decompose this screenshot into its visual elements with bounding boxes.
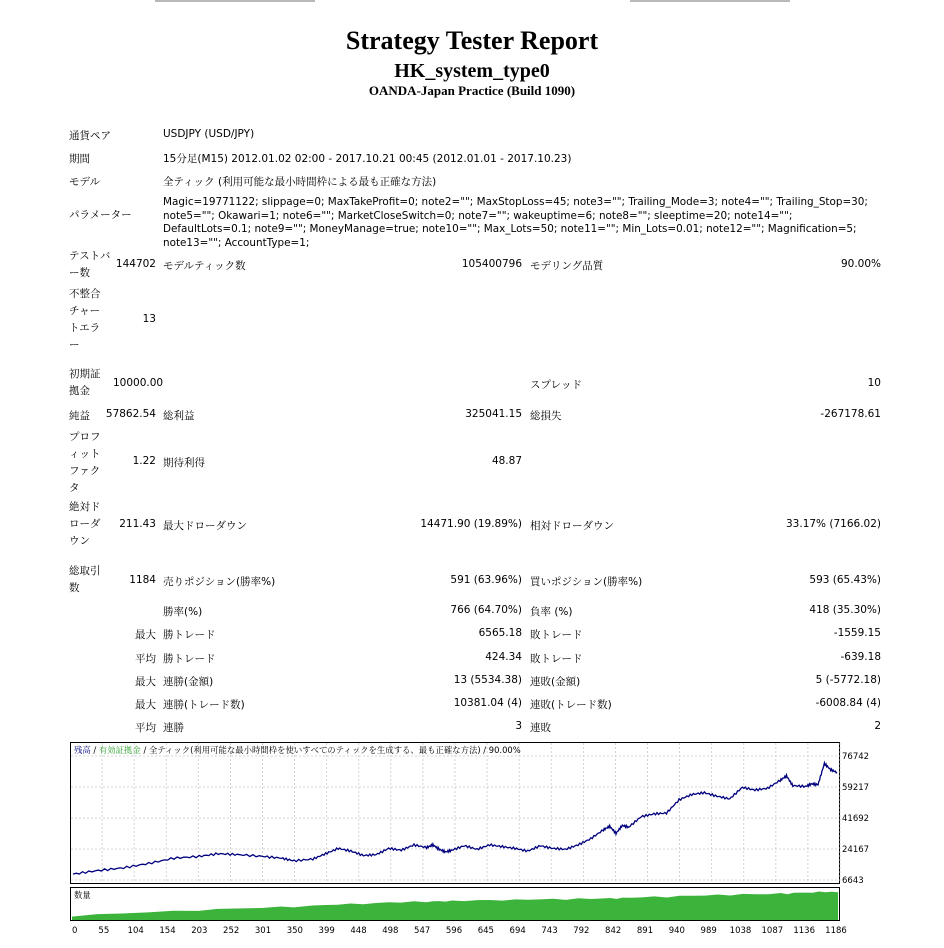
legend-separator: / — [480, 745, 489, 755]
x-tick-label: 743 — [541, 926, 558, 936]
legend-quality: 90.00% — [488, 745, 521, 755]
largest-loss-label: 敗トレード — [530, 629, 583, 641]
top-divider — [630, 0, 790, 2]
legend-separator: / — [90, 745, 99, 755]
y-tick-label: 6643 — [842, 876, 864, 886]
x-tick-label: 596 — [445, 926, 463, 936]
legend-model: 全ティック(利用可能な最小時間枠を使いすべてのティックを生成する、最も正確な方法) — [148, 745, 481, 755]
expected-payoff-value: 48.87 — [491, 455, 522, 467]
spread-value: 10 — [867, 377, 881, 389]
top-divider — [155, 0, 315, 2]
total-trades-label: 総取引数 — [69, 565, 101, 594]
long-positions-label: 買いポジション(勝率%) — [530, 576, 643, 588]
largest-label: 最大 — [135, 629, 156, 641]
max-consecutive-losses-label: 連敗(金額) — [530, 676, 581, 688]
x-tick-label: 1038 — [729, 926, 752, 936]
net-profit-value: 57862.54 — [105, 408, 156, 420]
relative-drawdown-value: 33.17% (7166.02) — [786, 518, 881, 530]
quality-value: 90.00% — [840, 258, 881, 270]
gross-profit-value: 325041.15 — [465, 408, 522, 420]
model-value: 全ティック (利用可能な最小時間枠による最も正確な方法) — [163, 176, 437, 188]
max-consecutive-losses-value: 5 (-5772.18) — [815, 674, 881, 686]
x-tick-label: 498 — [382, 926, 399, 936]
avg-consecutive-losses-label: 連敗 — [530, 722, 551, 734]
expert-name: HK_system_type0 — [394, 60, 550, 82]
lots-label: 数量 — [74, 890, 91, 900]
short-positions-value: 591 (63.96%) — [450, 574, 522, 586]
x-tick-label: 1186 — [825, 926, 847, 936]
x-tick-label: 55 — [98, 926, 110, 936]
absolute-drawdown-label: 絶対ドローダウン — [69, 501, 101, 547]
largest-loss-value: -1559.15 — [833, 627, 881, 639]
mismatch-label: 不整合チャートエラー — [69, 288, 101, 351]
average-profit-value: 424.34 — [485, 651, 522, 663]
y-tick-label: 59217 — [842, 783, 870, 793]
symbol-label: 通貨ペア — [69, 130, 111, 142]
spread-label: スプレッド — [530, 379, 582, 391]
parameters-value: Magic=19771122; slippage=0; MaxTakeProfit=0; note2=""; MaxStopLoss=45; note3=""; Trailing_Mode=3; note4=""; Trailing_Stop=30; note5=""; Okawari=1; note6=""; MarketCloseSwitch=0; note7=""; wakeuptime=6; note8=""; sleeptime=20; note14=""; DefaultLots=0.1; note9=""; MoneyManage=true; note10=""; Max_Lots=50; note11=""; Min_Lots=0.01; note12=""; Magnification=5; note13=""; AccountType=1; — [163, 196, 868, 249]
x-axis — [66, 922, 846, 938]
x-tick-label: 694 — [509, 926, 526, 936]
max-consecutive-profit-value: 10381.04 (4) — [453, 697, 522, 709]
model-label: モデル — [69, 176, 100, 188]
legend-equity: 有効証拠金 — [98, 745, 141, 755]
svg-text:残高 / 有効証拠金 / 全ティック(利用可能な最小時間枠を — [74, 745, 521, 755]
profit-factor-value: 1.22 — [132, 455, 156, 467]
quality-label: モデリング品質 — [530, 260, 604, 272]
max-consecutive-loss-label: 連敗(トレード数) — [530, 699, 612, 711]
ticks-label: モデルティック数 — [163, 260, 246, 272]
x-tick-label: 252 — [223, 926, 240, 936]
avg-consecutive-losses-value: 2 — [874, 720, 881, 732]
long-positions-value: 593 (65.43%) — [809, 574, 881, 586]
balance-chart — [70, 742, 870, 922]
avg-consecutive-wins-label: 連勝 — [163, 722, 184, 734]
y-tick-label: 24167 — [842, 845, 870, 855]
x-tick-label: 645 — [477, 926, 494, 936]
x-tick-label: 301 — [254, 926, 272, 936]
report-title: Strategy Tester Report — [345, 26, 599, 55]
average-consecutive-label: 平均 — [135, 722, 156, 734]
gross-loss-label: 総損失 — [530, 410, 562, 422]
average-label: 平均 — [135, 653, 156, 665]
mismatch-value: 13 — [142, 313, 156, 325]
avg-consecutive-wins-value: 3 — [515, 720, 522, 732]
x-tick-label: 0 — [72, 926, 78, 936]
legend-balance: 残高 — [74, 745, 91, 755]
average-loss-value: -639.18 — [840, 651, 881, 663]
profit-trades-label: 勝率(%) — [163, 606, 203, 618]
max-consecutive-loss-value: -6008.84 (4) — [815, 697, 881, 709]
x-tick-label: 792 — [573, 926, 590, 936]
legend-separator: / — [140, 745, 149, 755]
period-label: 期間 — [69, 153, 90, 165]
period-value: 15分足(M15) 2012.01.02 02:00 - 2017.10.21 00:45 (2012.01.01 - 2017.10.23) — [163, 153, 572, 165]
bars-label: テストバー数 — [69, 250, 111, 279]
x-tick-label: 940 — [668, 926, 685, 936]
largest-profit-label: 勝トレード — [163, 629, 216, 641]
x-tick-label: 842 — [605, 926, 622, 936]
parameters-label: パラメーター — [69, 209, 132, 221]
gross-profit-label: 総利益 — [163, 410, 195, 422]
absolute-drawdown-value: 211.43 — [119, 518, 156, 530]
deposit-value: 10000.00 — [113, 377, 164, 389]
gross-loss-value: -267178.61 — [820, 408, 881, 420]
x-tick-label: 891 — [636, 926, 654, 936]
net-profit-label: 純益 — [69, 410, 90, 422]
deposit-label: 初期証拠金 — [69, 368, 101, 397]
loss-trades-label: 負率 (%) — [530, 606, 573, 618]
maximal-label: 最大 — [135, 699, 156, 711]
y-tick-label: 41692 — [842, 814, 870, 824]
maximal-drawdown-value: 14471.90 (19.89%) — [420, 518, 522, 530]
x-tick-label: 399 — [318, 926, 335, 936]
x-tick-label: 547 — [414, 926, 431, 936]
average-profit-label: 勝トレード — [163, 653, 216, 665]
max-consecutive-wins-value: 13 (5534.38) — [453, 674, 522, 686]
max-consecutive-profit-label: 連勝(トレード数) — [163, 699, 245, 711]
expected-payoff-label: 期待利得 — [163, 457, 205, 469]
ticks-value: 105400796 — [461, 258, 522, 270]
x-tick-label: 1136 — [793, 926, 815, 936]
x-tick-label: 1087 — [761, 926, 784, 936]
server-name: OANDA-Japan Practice (Build 1090) — [368, 83, 576, 98]
x-tick-label: 154 — [159, 926, 176, 936]
short-positions-label: 売りポジション(勝率%) — [163, 576, 276, 588]
relative-drawdown-label: 相対ドローダウン — [530, 520, 614, 532]
x-tick-label: 203 — [191, 926, 208, 936]
loss-trades-value: 418 (35.30%) — [809, 604, 881, 616]
largest-profit-value: 6565.18 — [478, 627, 522, 639]
profit-trades-value: 766 (64.70%) — [450, 604, 522, 616]
x-tick-label: 350 — [286, 926, 303, 936]
x-tick-label: 104 — [127, 926, 144, 936]
symbol-value: USDJPY (USD/JPY) — [163, 128, 255, 140]
x-tick-label: 448 — [350, 926, 367, 936]
x-tick-label: 989 — [700, 926, 717, 936]
max-consecutive-wins-label: 連勝(金額) — [163, 676, 214, 688]
maximum-label: 最大 — [135, 676, 156, 688]
average-loss-label: 敗トレード — [530, 653, 583, 665]
maximal-drawdown-label: 最大ドローダウン — [163, 520, 247, 532]
total-trades-value: 1184 — [129, 574, 156, 586]
bars-value: 144702 — [115, 258, 156, 270]
y-tick-label: 76742 — [842, 752, 870, 762]
profit-factor-label: プロフィットファクタ — [69, 431, 101, 494]
